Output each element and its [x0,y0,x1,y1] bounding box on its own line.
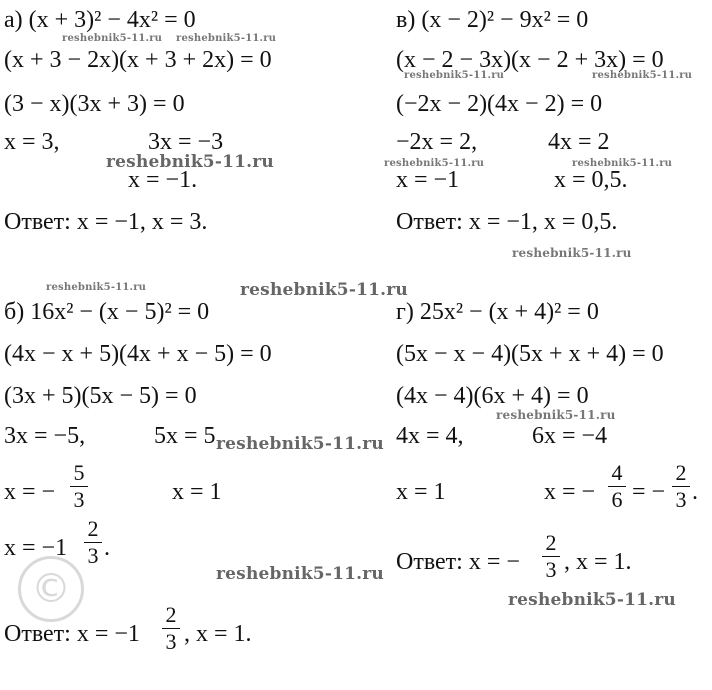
fraction-numerator: 2 [165,602,177,627]
problem-b-root-1-lhs: x = − [4,479,56,505]
problem-v-step-2: (−2x − 2)(4x − 2) = 0 [396,91,603,117]
problem-g-root-2-mid: = − [632,479,666,505]
problem-b-step-1: (4x − x + 5)(4x + x − 5) = 0 [4,341,272,367]
problem-b-root-1-eq: 3x = −5, [4,423,86,449]
watermark: reshebnik5-11.ru [240,280,408,300]
problem-g-root-2-lhs: x = − [544,479,596,505]
problem-a-answer: Ответ: x = −1, x = 3. [4,209,208,235]
problem-b-root-2: x = 1 [172,479,222,505]
problem-g-root-1-eq: 4x = 4, [396,423,464,449]
problem-b-step-2: (3x + 5)(5x − 5) = 0 [4,383,197,409]
fraction-denominator: 3 [87,543,99,568]
watermark: reshebnik5-11.ru [404,70,505,81]
problem-v-answer: Ответ: x = −1, x = 0,5. [396,209,618,235]
problem-b-root-1-mixed-lhs: x = −1 [4,535,68,561]
problem-v-root-1: x = −1 [396,167,460,193]
problem-a-step-2: (3 − x)(3x + 3) = 0 [4,91,185,117]
problem-g-root-2-fraction-1 [608,462,626,511]
problem-b-root-2-eq: 5x = 5 [154,423,216,449]
watermark: reshebnik5-11.ru [592,70,693,81]
problem-a-root-2-eq: 3x = −3 [148,129,224,155]
problem-b-root-1-mixed-fraction [84,518,102,567]
fraction-denominator: 6 [611,487,623,512]
problem-v-root-1-eq: −2x = 2, [396,129,478,155]
problem-g-root-2-fraction-2 [672,462,690,511]
watermark: reshebnik5-11.ru [572,158,673,169]
problem-b-root-1-mixed-end: . [104,535,110,561]
problem-v-header: в) (x − 2)² − 9x² = 0 [396,7,589,33]
problem-b-answer-lhs: Ответ: x = −1 [4,621,140,647]
problem-g-answer-end: , x = 1. [564,549,632,575]
fraction-denominator: 3 [165,629,177,654]
fraction-numerator: 5 [73,460,85,485]
problem-v-root-2-eq: 4x = 2 [548,129,610,155]
watermark: reshebnik5-11.ru [106,152,274,172]
problem-g-header: г) 25x² − (x + 4)² = 0 [396,299,599,325]
copyright-icon [18,556,84,622]
fraction-numerator: 2 [87,516,99,541]
watermark: reshebnik5-11.ru [496,408,616,422]
problem-b-header: б) 16x² − (x − 5)² = 0 [4,299,210,325]
fraction-numerator: 4 [611,460,623,485]
watermark: reshebnik5-11.ru [176,33,277,44]
watermark: reshebnik5-11.ru [384,158,485,169]
fraction-denominator: 3 [545,557,557,582]
problem-g-root-2-end: . [692,479,698,505]
watermark: reshebnik5-11.ru [512,246,632,260]
fraction-numerator: 2 [545,530,557,555]
problem-g-step-2: (4x − 4)(6x + 4) = 0 [396,383,589,409]
watermark: reshebnik5-11.ru [216,564,384,584]
watermark: reshebnik5-11.ru [46,282,147,293]
problem-v-root-2: x = 0,5. [554,167,628,193]
problem-a-step-1: (x + 3 − 2x)(x + 3 + 2x) = 0 [4,47,272,73]
problem-a-root-2: x = −1. [128,167,198,193]
problem-g-answer-lhs: Ответ: x = − [396,549,520,575]
problem-b-root-1-fraction [70,462,88,511]
watermark: reshebnik5-11.ru [508,590,676,610]
problem-a-header: а) (x + 3)² − 4x² = 0 [4,7,196,33]
watermark: reshebnik5-11.ru [62,33,163,44]
fraction-denominator: 3 [73,487,85,512]
problem-g-step-1: (5x − x − 4)(5x + x + 4) = 0 [396,341,664,367]
problem-v-step-1: (x − 2 − 3x)(x − 2 + 3x) = 0 [396,47,664,73]
problem-g-answer-fraction [542,532,560,581]
problem-a-root-1: x = 3, [4,129,60,155]
copyright-symbol: © [31,566,71,612]
problem-g-root-2-eq: 6x = −4 [532,423,608,449]
watermark: reshebnik5-11.ru [216,434,384,454]
fraction-numerator: 2 [675,460,687,485]
problem-b-answer-fraction [162,604,180,653]
problem-g-root-1: x = 1 [396,479,446,505]
problem-b-answer-end: , x = 1. [184,621,252,647]
fraction-denominator: 3 [675,487,687,512]
